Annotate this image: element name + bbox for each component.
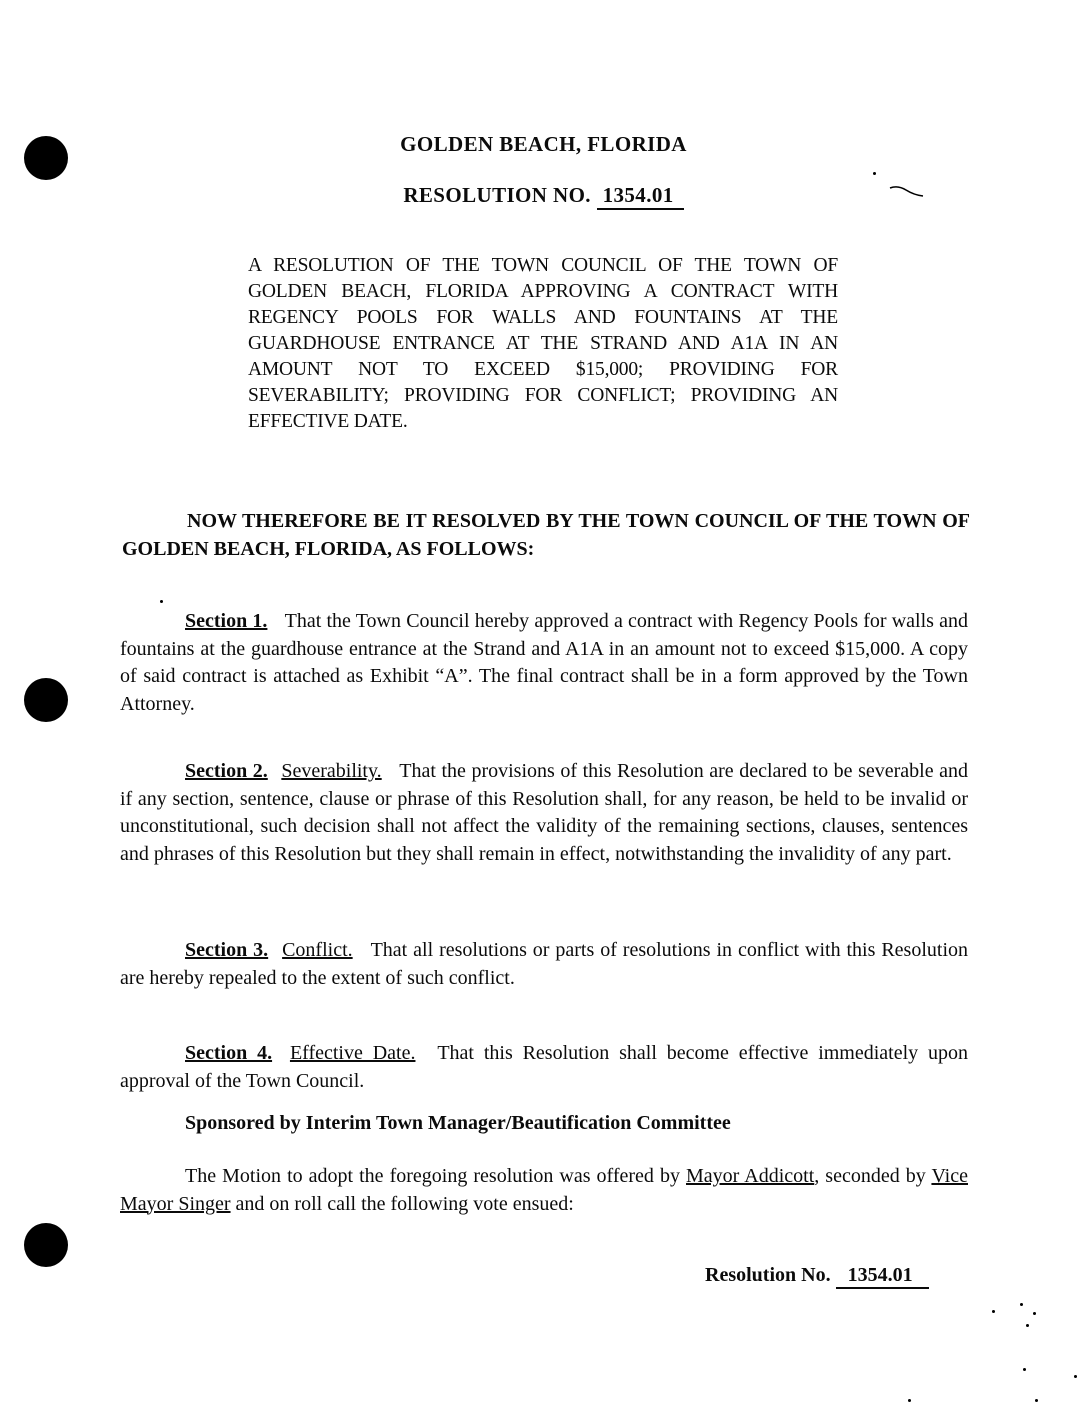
section-3-heading: Section 3.	[185, 939, 269, 961]
scan-speckle	[1026, 1324, 1029, 1327]
motion-seconder: Vice Mayor Singer	[120, 1165, 968, 1215]
resolution-title-block: A RESOLUTION OF THE TOWN COUNCIL OF THE TOWN OF GOLDEN BEACH, FLORIDA APPROVING A CONTRACT WITH REGENCY POOLS FOR WALLS AND FOUNTAINS AT THE GUARDHOUSE ENTRANCE AT THE STRAND AND A1A IN AN AMOUNT NOT TO EXCEED $15,000; PROVIDING FOR SEVERABILITY; PROVIDING FOR CONFLICT; PROVIDING AN EFFECTIVE DATE.	[248, 255, 838, 432]
scan-speckle	[873, 172, 876, 175]
section-3-body: That all resolutions or parts of resolutions in conflict with this Resolution are hereby repealed to the extent of such conflict.	[120, 939, 969, 989]
section-1-paragraph	[120, 608, 968, 718]
section-4-paragraph	[120, 1040, 968, 1095]
section-3-paragraph	[120, 937, 968, 992]
resolved-clause: NOW THEREFORE BE IT RESOLVED BY THE TOWN COUNCIL OF THE TOWN OF GOLDEN BEACH, FLORIDA, AS FOLLOWS:	[122, 510, 970, 560]
section-4-body: That this Resolution shall become effective immediately upon approval of the Town Council.	[120, 1042, 969, 1092]
scan-speckle	[1020, 1303, 1023, 1306]
motion-text-1: The Motion to adopt the foregoing resolution was offered by	[185, 1165, 687, 1187]
resolution-label: RESOLUTION NO.	[403, 183, 591, 207]
section-3-subheading: Conflict.	[282, 939, 353, 961]
punch-hole-middle	[24, 678, 68, 722]
scan-speckle	[1074, 1375, 1077, 1378]
section-2-subheading: Severability.	[281, 760, 382, 782]
section-1-body: That the Town Council hereby approved a contract with Regency Pools for walls and fountains at the guardhouse entrance at the Strand and A1A in an amount not to exceed $15,000. A copy of said contract is attached as Exhibit “A”. The final contract shall be in a form approved by the Town Attorney.	[120, 610, 969, 715]
section-2-body: That the provisions of this Resolution are declared to be severable and if any section, sentence, clause or phrase of this Resolution shall, for any reason, be held to be invalid or unconstitutional, such decision shall not affect the validity of the remaining sections, clauses, sentences and phrases of this Resolution but they shall remain in effect, notwithstanding the invalidity of any part.	[120, 760, 969, 865]
resolution-number: 1354.01	[597, 183, 684, 210]
scan-speckle	[160, 600, 163, 603]
motion-text-3: and on roll call the following vote ensued:	[230, 1192, 574, 1215]
scan-speckle	[1023, 1368, 1026, 1371]
scan-speckle	[992, 1310, 995, 1313]
scan-speckle	[908, 1399, 911, 1402]
sponsor-line: Sponsored by Interim Town Manager/Beautification Committee	[185, 1112, 731, 1134]
motion-paragraph	[120, 1163, 968, 1218]
footer-resolution-value: 1354.01	[836, 1264, 929, 1289]
scan-speckle	[1035, 1399, 1038, 1402]
footer-resolution-number	[705, 1264, 929, 1287]
footer-resolution-label: Resolution No.	[705, 1264, 831, 1286]
resolution-number-header	[0, 183, 1087, 208]
document-city-header: GOLDEN BEACH, FLORIDA	[400, 132, 687, 156]
motion-mover: Mayor Addicott	[686, 1165, 815, 1187]
section-2-heading: Section 2.	[185, 760, 268, 782]
section-4-subheading: Effective Date.	[289, 1042, 416, 1064]
motion-text-2: , seconded by	[814, 1165, 932, 1187]
section-4-heading: Section 4.	[185, 1042, 273, 1064]
scan-speckle	[1033, 1312, 1036, 1315]
punch-hole-bottom	[24, 1223, 68, 1267]
section-2-paragraph	[120, 758, 968, 868]
section-1-heading: Section 1.	[185, 610, 268, 632]
